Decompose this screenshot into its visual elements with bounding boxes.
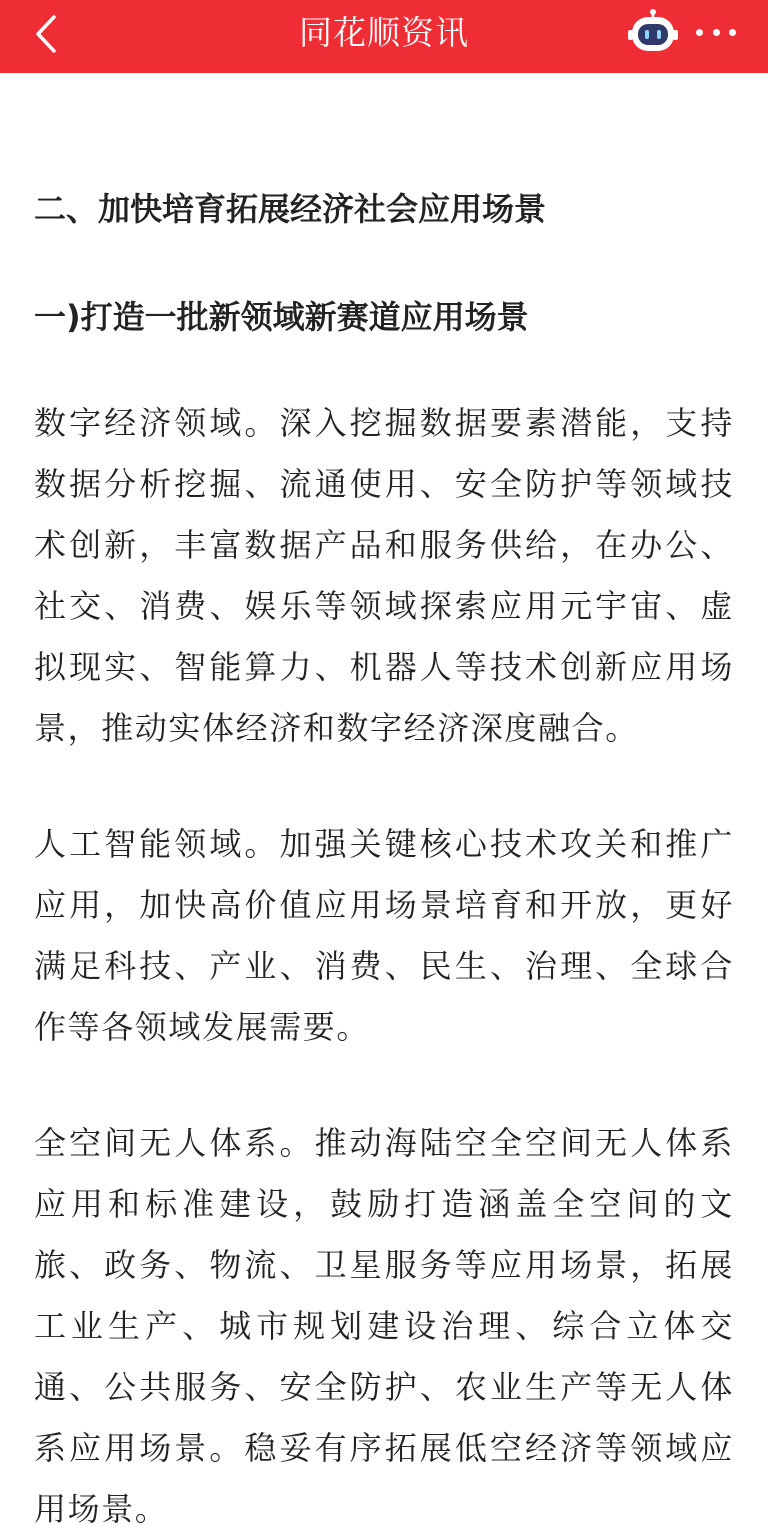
article-paragraph: 人工智能领域。加强关键核心技术攻关和推广应用，加快高价值应用场景培育和开放，更好满足科技、产业、消费、民生、治理、全球合作等各领域发展需要。 (34, 825, 734, 1046)
article-paragraph: 数字经济领域。深入挖掘数据要素潜能，支持数据分析挖掘、流通使用、安全防护等领域技术创新，丰富数据产品和服务供给，在办公、社交、消费、娱乐等领域探索应用元宇宙、虚拟现实、智能算力、机器人等技术创新应用场景，推动实体经济和数字经济深度融合。 (34, 404, 734, 747)
robot-icon (627, 8, 679, 56)
assistant-button[interactable] (627, 8, 679, 56)
article-paragraph: 全空间无人体系。推动海陆空全空间无人体系应用和标准建设，鼓励打造涵盖全空间的文旅、政务、物流、卫星服务等应用场景，拓展工业生产、城市规划建设治理、综合立体交通、公共服务、安全防护、农业生产等无人体系应用场景。稳妥有序拓展低空经济等领域应用场景。 (34, 1124, 734, 1528)
top-nav-bar (0, 0, 768, 73)
article-body (0, 73, 768, 1540)
more-button[interactable] (692, 12, 740, 52)
more-dots-icon (729, 29, 736, 36)
section-heading: 二、加快培育拓展经济社会应用场景 (34, 190, 547, 228)
page-title: 同花顺资讯 (299, 13, 469, 52)
more-dots-icon (713, 29, 720, 36)
more-dots-icon (696, 29, 703, 36)
subsection-heading: 一)打造一批新领域新赛道应用场景 (34, 298, 529, 336)
